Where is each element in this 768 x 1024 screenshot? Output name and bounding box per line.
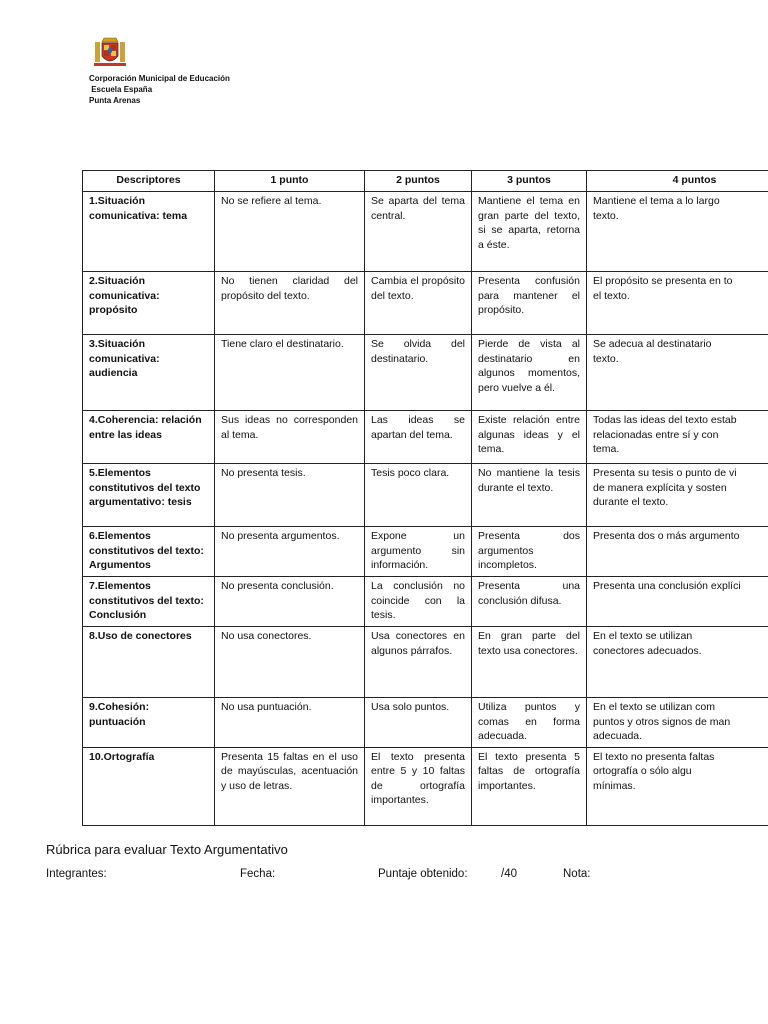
criteria-cell: En gran parte del texto usa conectores. (472, 627, 587, 698)
nota-label: Nota: (563, 868, 591, 880)
criteria-cell: Utiliza puntos y comas en forma adecuada. (472, 698, 587, 748)
descriptor-cell: 1.Situación comunicativa: tema (83, 192, 215, 272)
criteria-cell: En el texto se utilizan conectores adecuados. (587, 627, 768, 698)
descriptor-cell: 7.Elementos constitutivos del texto: Conclusión (83, 577, 215, 627)
criteria-cell: En el texto se utilizan com puntos y otros signos de man adecuada. (587, 698, 768, 748)
criteria-cell: Presenta una conclusión explíci (587, 577, 768, 627)
table-row (83, 627, 768, 698)
puntaje-total: /40 (501, 868, 517, 880)
criteria-cell: No presenta conclusión. (215, 577, 365, 627)
column-header: 4 puntos (587, 171, 768, 192)
criteria-cell: Existe relación entre algunas ideas y el tema. (472, 411, 587, 464)
criteria-cell: El propósito se presenta en to el texto. (587, 272, 768, 335)
descriptor-cell: 10.Ortografía (83, 747, 215, 825)
criteria-cell: El texto presenta entre 5 y 10 faltas de ortografía importantes. (365, 747, 472, 825)
criteria-cell: Las ideas se apartan del tema. (365, 411, 472, 464)
column-header: 1 punto (215, 171, 365, 192)
table-row (83, 464, 768, 527)
criteria-cell: Presenta dos argumentos incompletos. (472, 527, 587, 577)
criteria-cell: Tiene claro el destinatario. (215, 335, 365, 411)
column-header: 2 puntos (365, 171, 472, 192)
table-row (83, 577, 768, 627)
criteria-cell: No usa conectores. (215, 627, 365, 698)
org-line-3: Punta Arenas (89, 96, 141, 105)
criteria-cell: No presenta argumentos. (215, 527, 365, 577)
column-header: 3 puntos (472, 171, 587, 192)
criteria-cell: No presenta tesis. (215, 464, 365, 527)
criteria-cell: Expone un argumento sin información. (365, 527, 472, 577)
document-title: Rúbrica para evaluar Texto Argumentativo (46, 842, 288, 857)
fecha-label: Fecha: (240, 868, 276, 880)
coat-of-arms-icon (92, 36, 128, 68)
criteria-cell: Mantiene el tema en gran parte del texto, si se aparta, retorna a éste. (472, 192, 587, 272)
organization-header (89, 73, 230, 106)
criteria-cell: Usa solo puntos. (365, 698, 472, 748)
table-row (83, 527, 768, 577)
table-row (83, 192, 768, 272)
descriptor-cell: 3.Situación comunicativa: audiencia (83, 335, 215, 411)
criteria-cell: No tienen claridad del propósito del texto. (215, 272, 365, 335)
table-row (83, 411, 768, 464)
criteria-cell: No mantiene la tesis durante el texto. (472, 464, 587, 527)
criteria-cell: Se aparta del tema central. (365, 192, 472, 272)
descriptor-cell: 4.Coherencia: relación entre las ideas (83, 411, 215, 464)
org-line-1: Corporación Municipal de Educación (89, 74, 230, 83)
descriptor-cell: 6.Elementos constitutivos del texto: Argumentos (83, 527, 215, 577)
criteria-cell: Se adecua al destinatario texto. (587, 335, 768, 411)
criteria-cell: Presenta una conclusión difusa. (472, 577, 587, 627)
criteria-cell: Pierde de vista al destinatario en algunos momentos, pero vuelve a él. (472, 335, 587, 411)
criteria-cell: No usa puntuación. (215, 698, 365, 748)
table-row (83, 272, 768, 335)
criteria-cell: Cambia el propósito del texto. (365, 272, 472, 335)
criteria-cell: Presenta su tesis o punto de vi de manera explícita y sosten durante el texto. (587, 464, 768, 527)
rubric-table (82, 170, 768, 826)
criteria-cell: No se refiere al tema. (215, 192, 365, 272)
criteria-cell: Presenta dos o más argumento (587, 527, 768, 577)
criteria-cell: El texto presenta 5 faltas de ortografía importantes. (472, 747, 587, 825)
table-header-row (83, 171, 768, 192)
descriptor-cell: 2.Situación comunicativa: propósito (83, 272, 215, 335)
descriptor-cell: 9.Cohesión: puntuación (83, 698, 215, 748)
criteria-cell: La conclusión no coincide con la tesis. (365, 577, 472, 627)
criteria-cell: Presenta confusión para mantener el propósito. (472, 272, 587, 335)
table-row (83, 335, 768, 411)
column-header: Descriptores (83, 171, 215, 192)
criteria-cell: Mantiene el tema a lo largo texto. (587, 192, 768, 272)
criteria-cell: Usa conectores en algunos párrafos. (365, 627, 472, 698)
integrantes-label: Integrantes: (46, 868, 107, 880)
org-line-2: Escuela España (89, 85, 153, 94)
descriptor-cell: 8.Uso de conectores (83, 627, 215, 698)
table-row (83, 747, 768, 825)
table-row (83, 698, 768, 748)
descriptor-cell: 5.Elementos constitutivos del texto argumentativo: tesis (83, 464, 215, 527)
rubric-table-container (82, 170, 768, 826)
criteria-cell: Se olvida del destinatario. (365, 335, 472, 411)
puntaje-label: Puntaje obtenido: (378, 868, 468, 880)
criteria-cell: Todas las ideas del texto estab relacionadas entre sí y con tema. (587, 411, 768, 464)
criteria-cell: Presenta 15 faltas en el uso de mayúsculas, acentuación y uso de letras. (215, 747, 365, 825)
criteria-cell: El texto no presenta faltas ortografía o sólo algu mínimas. (587, 747, 768, 825)
criteria-cell: Sus ideas no corresponden al tema. (215, 411, 365, 464)
criteria-cell: Tesis poco clara. (365, 464, 472, 527)
